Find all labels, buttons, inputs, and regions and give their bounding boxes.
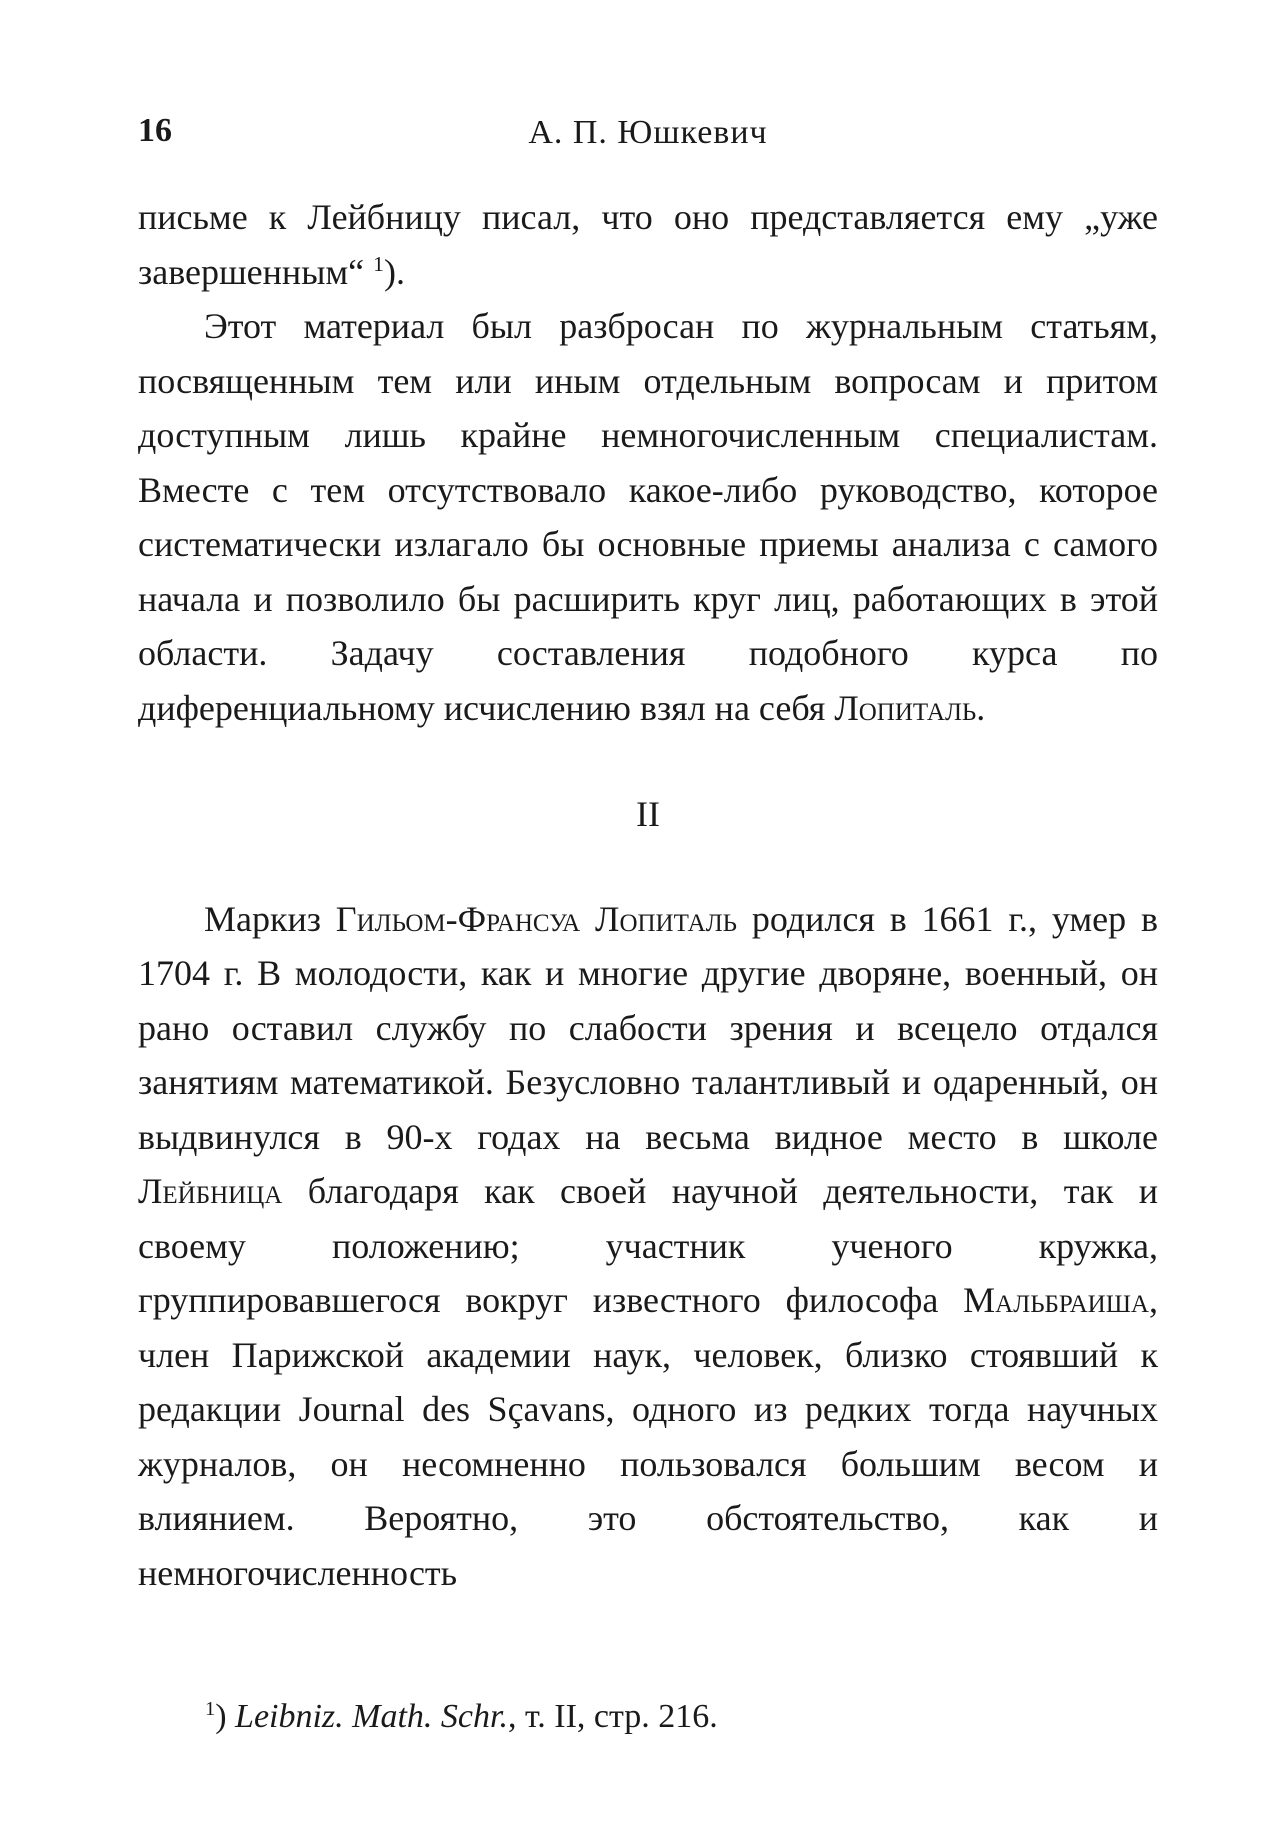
person-name-guillaume-lhopital: Гильом-Франсуа Лопиталь [335,898,737,939]
paragraph-3-text-4: , член Парижской академии наук, человек, близко стоявший к редакции Journal des Sçavans, одного из редких тогда научных журналов, он несомненно пользовался большим весом и влиянием. Вероятно, это обстоятельство, как и немногочисленность [138,1280,1158,1593]
paragraph-3-text-3: благодаря как своей научной деятельности, так и своему положению; участник ученого кружка, группировавшегося вокруг известного философа [138,1171,1158,1320]
paragraph-3-text-2: родился в 1661 г., умер в 1704 г. В молодости, как и многие другие дворяне, военный, он рано оставил службу по слабости зрения и всецело отдался занятиям математикой. Безусловно талантливый и одаренный, он выдвинулся в 90-х годах на весьма видное место в школе [138,898,1158,1157]
paragraph-2 [138,299,1158,735]
running-head [138,112,1158,162]
paragraph-2-end: . [976,687,986,728]
footnote-paren: ) [215,1698,236,1735]
running-head-author: А. П. Юшкевич [528,114,768,151]
footnote-source: Leibniz. Math. Schr. [235,1698,508,1735]
paragraph-3-text-1: Маркиз [204,898,336,939]
section-number: II [636,794,660,834]
footnote-mark: 1 [205,1697,216,1720]
footnote [205,1698,718,1736]
paragraph-1-end: ). [383,251,405,292]
footnote-details: , т. II, стр. 216. [507,1698,718,1735]
person-name-lhopital: Лопиталь [834,687,977,728]
person-name-leibniz: Лейбница [138,1171,283,1211]
paragraph-3 [138,892,1158,1601]
paragraph-1-text: письме к Лейбницу писал, что оно представляется ему „уже завершенным“ [138,197,1158,292]
paragraph-2-text: Этот материал был разбросан по журнальным статьям, посвященным тем или иным отдельным вопросам и притом доступным лишь крайне немногочисленным специалистам. Вместе с тем отсутствовало какое-либо руководство, которое систематически излагало бы основные приемы анализа с самого начала и позволило бы расширить круг лиц, работающих в этой области. Задачу составления подобного курса по диференциальному исчислению взял на себя [138,306,1158,728]
footnote-ref: 1 [373,251,384,276]
page-number: 16 [138,112,172,149]
paragraph-1 [138,190,1158,299]
person-name-malebranche: Мальбраиша [963,1280,1149,1320]
body-text [138,190,1158,1600]
